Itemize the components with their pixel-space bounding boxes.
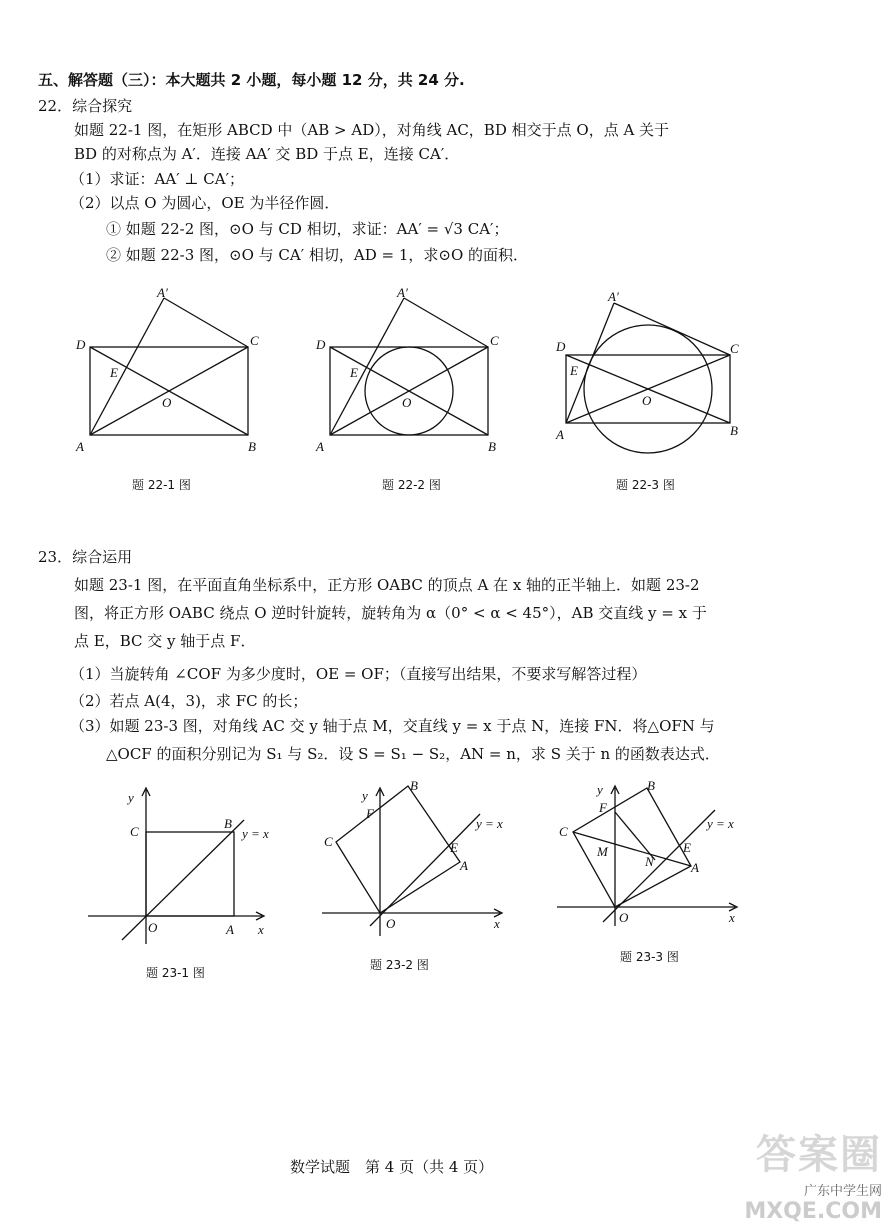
caption-22-1: 题 22-1 图 [132,478,191,492]
label-e: E [570,363,578,378]
label-m: M [597,844,608,859]
label-c: C [324,834,333,849]
label-a-prime: A′ [397,285,408,300]
q23-part1: （1）当旋转角 ∠COF 为多少度时，OE = OF；（直接写出结果，不要求写解答过程） [70,665,647,683]
label-o: O [402,395,412,410]
q23-part3: △OCF 的面积分别记为 S₁ 与 S₂．设 S = S₁ − S₂，AN = n，求 S 关于 n 的函数表达式． [106,745,720,763]
label-o: O [619,910,629,925]
label-o: O [162,395,172,410]
q23-text: 图，将正方形 OABC 绕点 O 逆时针旋转，旋转角为 α（0° < α < 45°），AB 交直线 y = x 于 [74,604,707,622]
q22-text: BD 的对称点为 A′．连接 AA′ 交 BD 于点 E，连接 CA′． [74,145,460,163]
label-e: E [350,365,358,380]
q22-heading: 22．综合探究 [38,97,133,115]
label-y: y [128,790,134,805]
label-o: O [386,916,396,931]
label-c: C [559,824,568,839]
label-d: D [316,337,326,352]
label-o: O [642,393,652,408]
q23-heading: 23．综合运用 [38,548,133,566]
label-y: y [597,782,603,797]
q22-part2-2: ② 如题 22-3 图，⊙O 与 CA′ 相切，AD = 1，求⊙O 的面积． [106,246,529,264]
watermark-site: 广东中学生网 [803,1184,882,1199]
label-b: B [647,778,655,793]
q22-text: 如题 22-1 图，在矩形 ABCD 中（AB > AD），对角线 AC，BD 相交于点 O，点 A 关于 [74,121,670,139]
label-d: D [556,339,566,354]
figure-23-3 [555,776,745,941]
label-a: A [691,860,699,875]
figure-22-1 [72,283,272,458]
label-e: E [110,365,118,380]
q23-text: 点 E，BC 交 y 轴于点 F． [74,632,256,650]
q23-text: 如题 23-1 图，在平面直角坐标系中，正方形 OABC 的顶点 A 在 x 轴的正半轴上．如题 23-2 [74,576,700,594]
label-c: C [490,333,499,348]
label-line-yx: y = x [242,826,269,841]
caption-22-2: 题 22-2 图 [382,478,441,492]
label-b: B [730,423,738,438]
page-footer: 数学试题 第 4 页（共 4 页） [290,1158,494,1176]
label-x: x [258,922,264,937]
label-b: B [410,778,418,793]
label-d: D [76,337,86,352]
caption-23-3: 题 23-3 图 [620,950,679,964]
label-a: A [76,439,84,454]
caption-23-1: 题 23-1 图 [146,966,205,980]
label-c: C [130,824,139,839]
label-b: B [248,439,256,454]
caption-23-2: 题 23-2 图 [370,958,429,972]
q22-part1: （1）求证：AA′ ⊥ CA′； [70,170,244,188]
label-o: O [148,920,158,935]
watermark [744,1123,882,1224]
label-a-prime: A′ [157,285,168,300]
label-x: x [494,916,500,931]
caption-22-3: 题 22-3 图 [616,478,675,492]
label-b: B [488,439,496,454]
q23-part3: （3）如题 23-3 图，对角线 AC 交 y 轴于点 M，交直线 y = x 于点 N，连接 FN．将△OFN 与 [70,717,715,735]
watermark-url: MXQE.COM [744,1199,882,1224]
figure-22-3 [550,283,750,458]
figure-22-2 [312,283,512,458]
figure-23-1 [84,784,274,949]
section-title: 五、解答题（三）：本大题共 2 小题，每小题 12 分，共 24 分. [38,71,465,89]
label-a-prime: A′ [608,289,619,304]
label-line-yx: y = x [476,816,503,831]
label-y: y [362,788,368,803]
label-f: F [366,806,374,821]
label-b: B [224,816,232,831]
label-e: E [450,840,458,855]
label-n: N [645,854,654,869]
label-c: C [730,341,739,356]
watermark-logo: 答案圈 [756,1132,882,1178]
label-e: E [683,840,691,855]
label-line-yx: y = x [707,816,734,831]
label-c: C [250,333,259,348]
label-f: F [599,800,607,815]
label-a: A [460,858,468,873]
q22-part2-1: ① 如题 22-2 图，⊙O 与 CD 相切，求证：AA′ = √3 CA′； [106,220,509,238]
q22-part2: （2）以点 O 为圆心，OE 为半径作圆． [70,194,340,212]
label-a: A [226,922,234,937]
label-a: A [316,439,324,454]
figure-23-2 [320,776,510,941]
q23-part2: （2）若点 A(4，3)，求 FC 的长； [70,692,308,710]
label-a: A [556,427,564,442]
label-x: x [729,910,735,925]
